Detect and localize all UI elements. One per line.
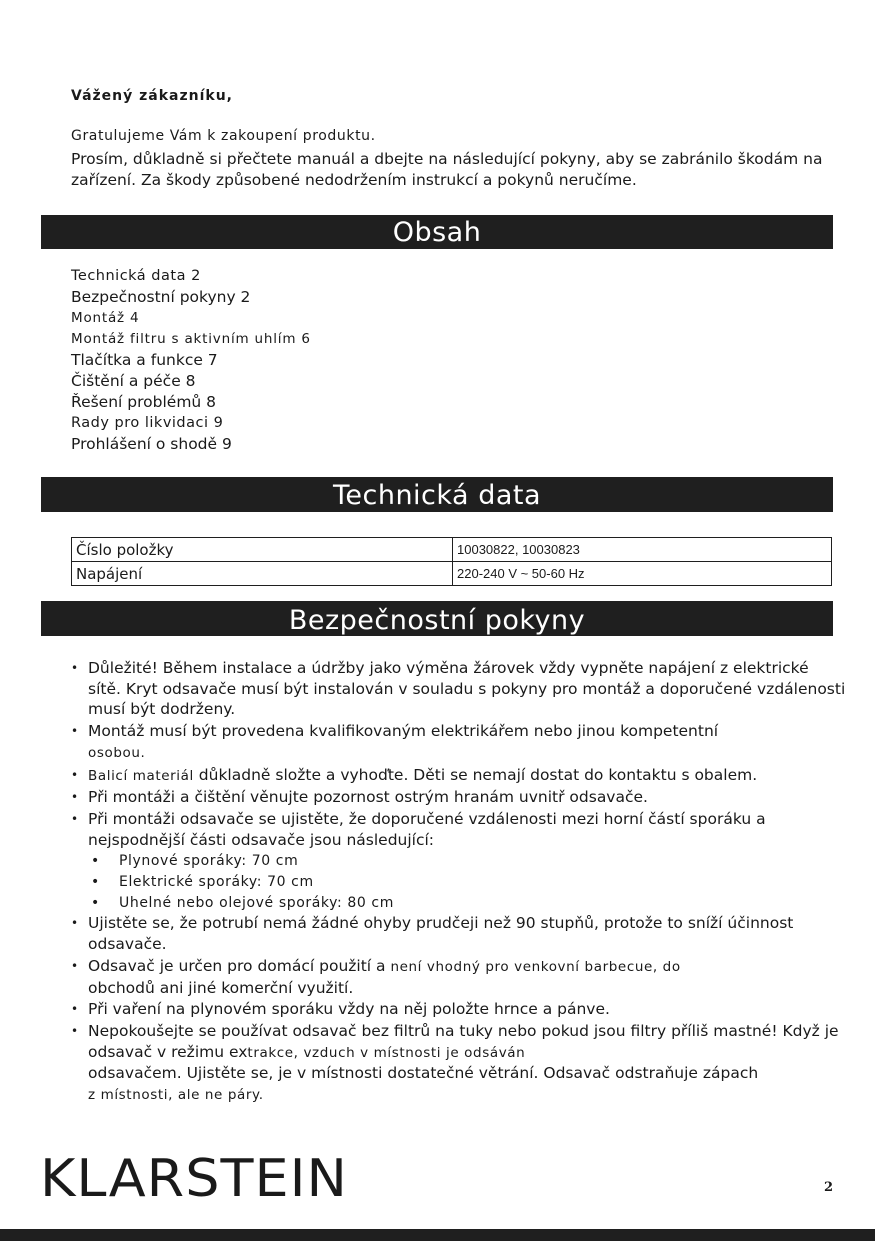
item-text: odsavačem. Ujistěte se, je v místnosti dostatečné větrání. Odsavač odstraňuje zápach xyxy=(88,1064,759,1083)
item-text: Elektrické sporáky: 70 cm xyxy=(119,874,314,891)
brand-logo: KLARSTEIN xyxy=(40,1148,348,1209)
intro-line: Gratulujeme Vám k zakoupení produktu. xyxy=(71,128,376,144)
toc-item[interactable]: Řešení problémů 8 xyxy=(71,393,217,411)
bullet-icon: • xyxy=(71,811,79,826)
item-text: Při vaření na plynovém sporáku vždy na něj položte hrnce a pánve. xyxy=(88,1000,610,1019)
table-row xyxy=(72,538,832,562)
item-text: Nepokoušejte se používat odsavač bez filtrů na tuky nebo pokud jsou filtry příliš mastné! Když je odsavač v režimu ex xyxy=(88,1021,839,1061)
bullet-icon: • xyxy=(71,1023,79,1038)
sub-list-item xyxy=(71,893,846,914)
item-text: z místnosti, ale ne páry. xyxy=(88,1087,264,1104)
list-item xyxy=(71,658,846,720)
sub-list-item xyxy=(71,851,846,872)
item-text: důkladně složte a vyhoďte. Děti se nemají dostat do kontaktu s obalem. xyxy=(198,765,758,784)
bullet-icon: • xyxy=(71,958,79,973)
table-of-contents xyxy=(71,266,311,455)
item-text: Při montáži a čištění věnujte pozornost ostrým hranám uvnitř odsavače. xyxy=(88,788,648,807)
footer-bar xyxy=(0,1229,875,1241)
list-item xyxy=(71,809,846,850)
bullet-icon: • xyxy=(91,853,100,870)
section-heading-safety: Bezpečnostní pokyny xyxy=(41,601,833,636)
spec-value: 10030822, 10030823 xyxy=(453,538,832,562)
bullet-icon: • xyxy=(71,724,79,739)
toc-item[interactable]: Montáž 4 xyxy=(71,310,140,326)
table-row xyxy=(72,562,832,586)
list-item xyxy=(71,999,846,1020)
item-text: není vhodný pro venkovní barbecue, do xyxy=(390,958,681,975)
item-text: Montáž musí být provedena kvalifikovaným elektrikářem nebo jinou kompetentní xyxy=(88,722,719,741)
greeting: Vážený zákazníku, xyxy=(71,88,233,104)
intro-paragraph: Prosím, důkladně si přečtete manuál a dbejte na následující pokyny, aby se zabránilo škodám na zařízení. Za škody způsobené nedodržením instrukcí a pokynů neručíme. xyxy=(71,150,823,189)
list-item xyxy=(71,913,846,954)
spec-label: Napájení xyxy=(72,562,453,586)
spec-label: Číslo položky xyxy=(72,538,453,562)
bullet-icon: • xyxy=(71,916,79,931)
list-item xyxy=(71,1021,846,1106)
item-text: Plynové sporáky: 70 cm xyxy=(119,853,299,870)
spec-value: 220-240 V ~ 50-60 Hz xyxy=(453,562,832,586)
safety-list xyxy=(71,658,846,1107)
toc-item[interactable]: Montáž filtru s aktivním uhlím 6 xyxy=(71,331,311,347)
bullet-icon: • xyxy=(71,661,79,675)
section-heading-tech: Technická data xyxy=(41,477,833,512)
section-heading-contents: Obsah xyxy=(41,215,833,249)
item-text: trakce, vzduch v místnosti je odsáván xyxy=(247,1044,526,1061)
bullet-icon: • xyxy=(71,790,79,805)
toc-item[interactable]: Čištění a péče 8 xyxy=(71,372,196,390)
bullet-icon: • xyxy=(91,874,100,891)
item-text: Důležité! Během instalace a údržby jako výměna žárovek vždy vypněte napájení z elektrické sítě. Kryt odsavače musí být instalován v souladu s pokyny pro montáž a doporučené vzdálenosti musí být dodrženy. xyxy=(88,659,846,719)
bullet-icon: • xyxy=(91,894,100,911)
item-text: Balicí materiál xyxy=(88,767,194,784)
sub-list-item xyxy=(71,872,846,893)
spec-table xyxy=(71,537,832,586)
item-text: Ujistěte se, že potrubí nemá žádné ohyby prudčeji než 90 stupňů, protože to sníží účinnost odsavače. xyxy=(88,914,794,954)
item-text: Při montáži odsavače se ujistěte, že doporučené vzdálenosti mezi horní částí sporáku a nejspodnější části odsavače jsou následující: xyxy=(88,809,766,849)
list-item xyxy=(71,765,846,787)
item-text: osobou. xyxy=(88,744,146,761)
item-text: Odsavač je určen pro domácí použití a xyxy=(88,956,386,975)
item-text: Uhelné nebo olejové sporáky: 80 cm xyxy=(119,894,394,911)
list-item xyxy=(71,721,846,763)
bullet-icon: • xyxy=(71,1002,79,1017)
toc-item[interactable]: Rady pro likvidaci 9 xyxy=(71,415,224,431)
list-item xyxy=(71,956,846,998)
list-item xyxy=(71,787,846,808)
bullet-icon: • xyxy=(71,767,79,782)
toc-item[interactable]: Prohlášení o shodě 9 xyxy=(71,435,232,453)
item-text: obchodů ani jiné komerční využití. xyxy=(88,978,354,997)
toc-item[interactable]: Tlačítka a funkce 7 xyxy=(71,351,218,369)
page-number: 2 xyxy=(824,1180,834,1195)
toc-item[interactable]: Technická data 2 xyxy=(71,268,201,284)
toc-item[interactable]: Bezpečnostní pokyny 2 xyxy=(71,288,251,306)
